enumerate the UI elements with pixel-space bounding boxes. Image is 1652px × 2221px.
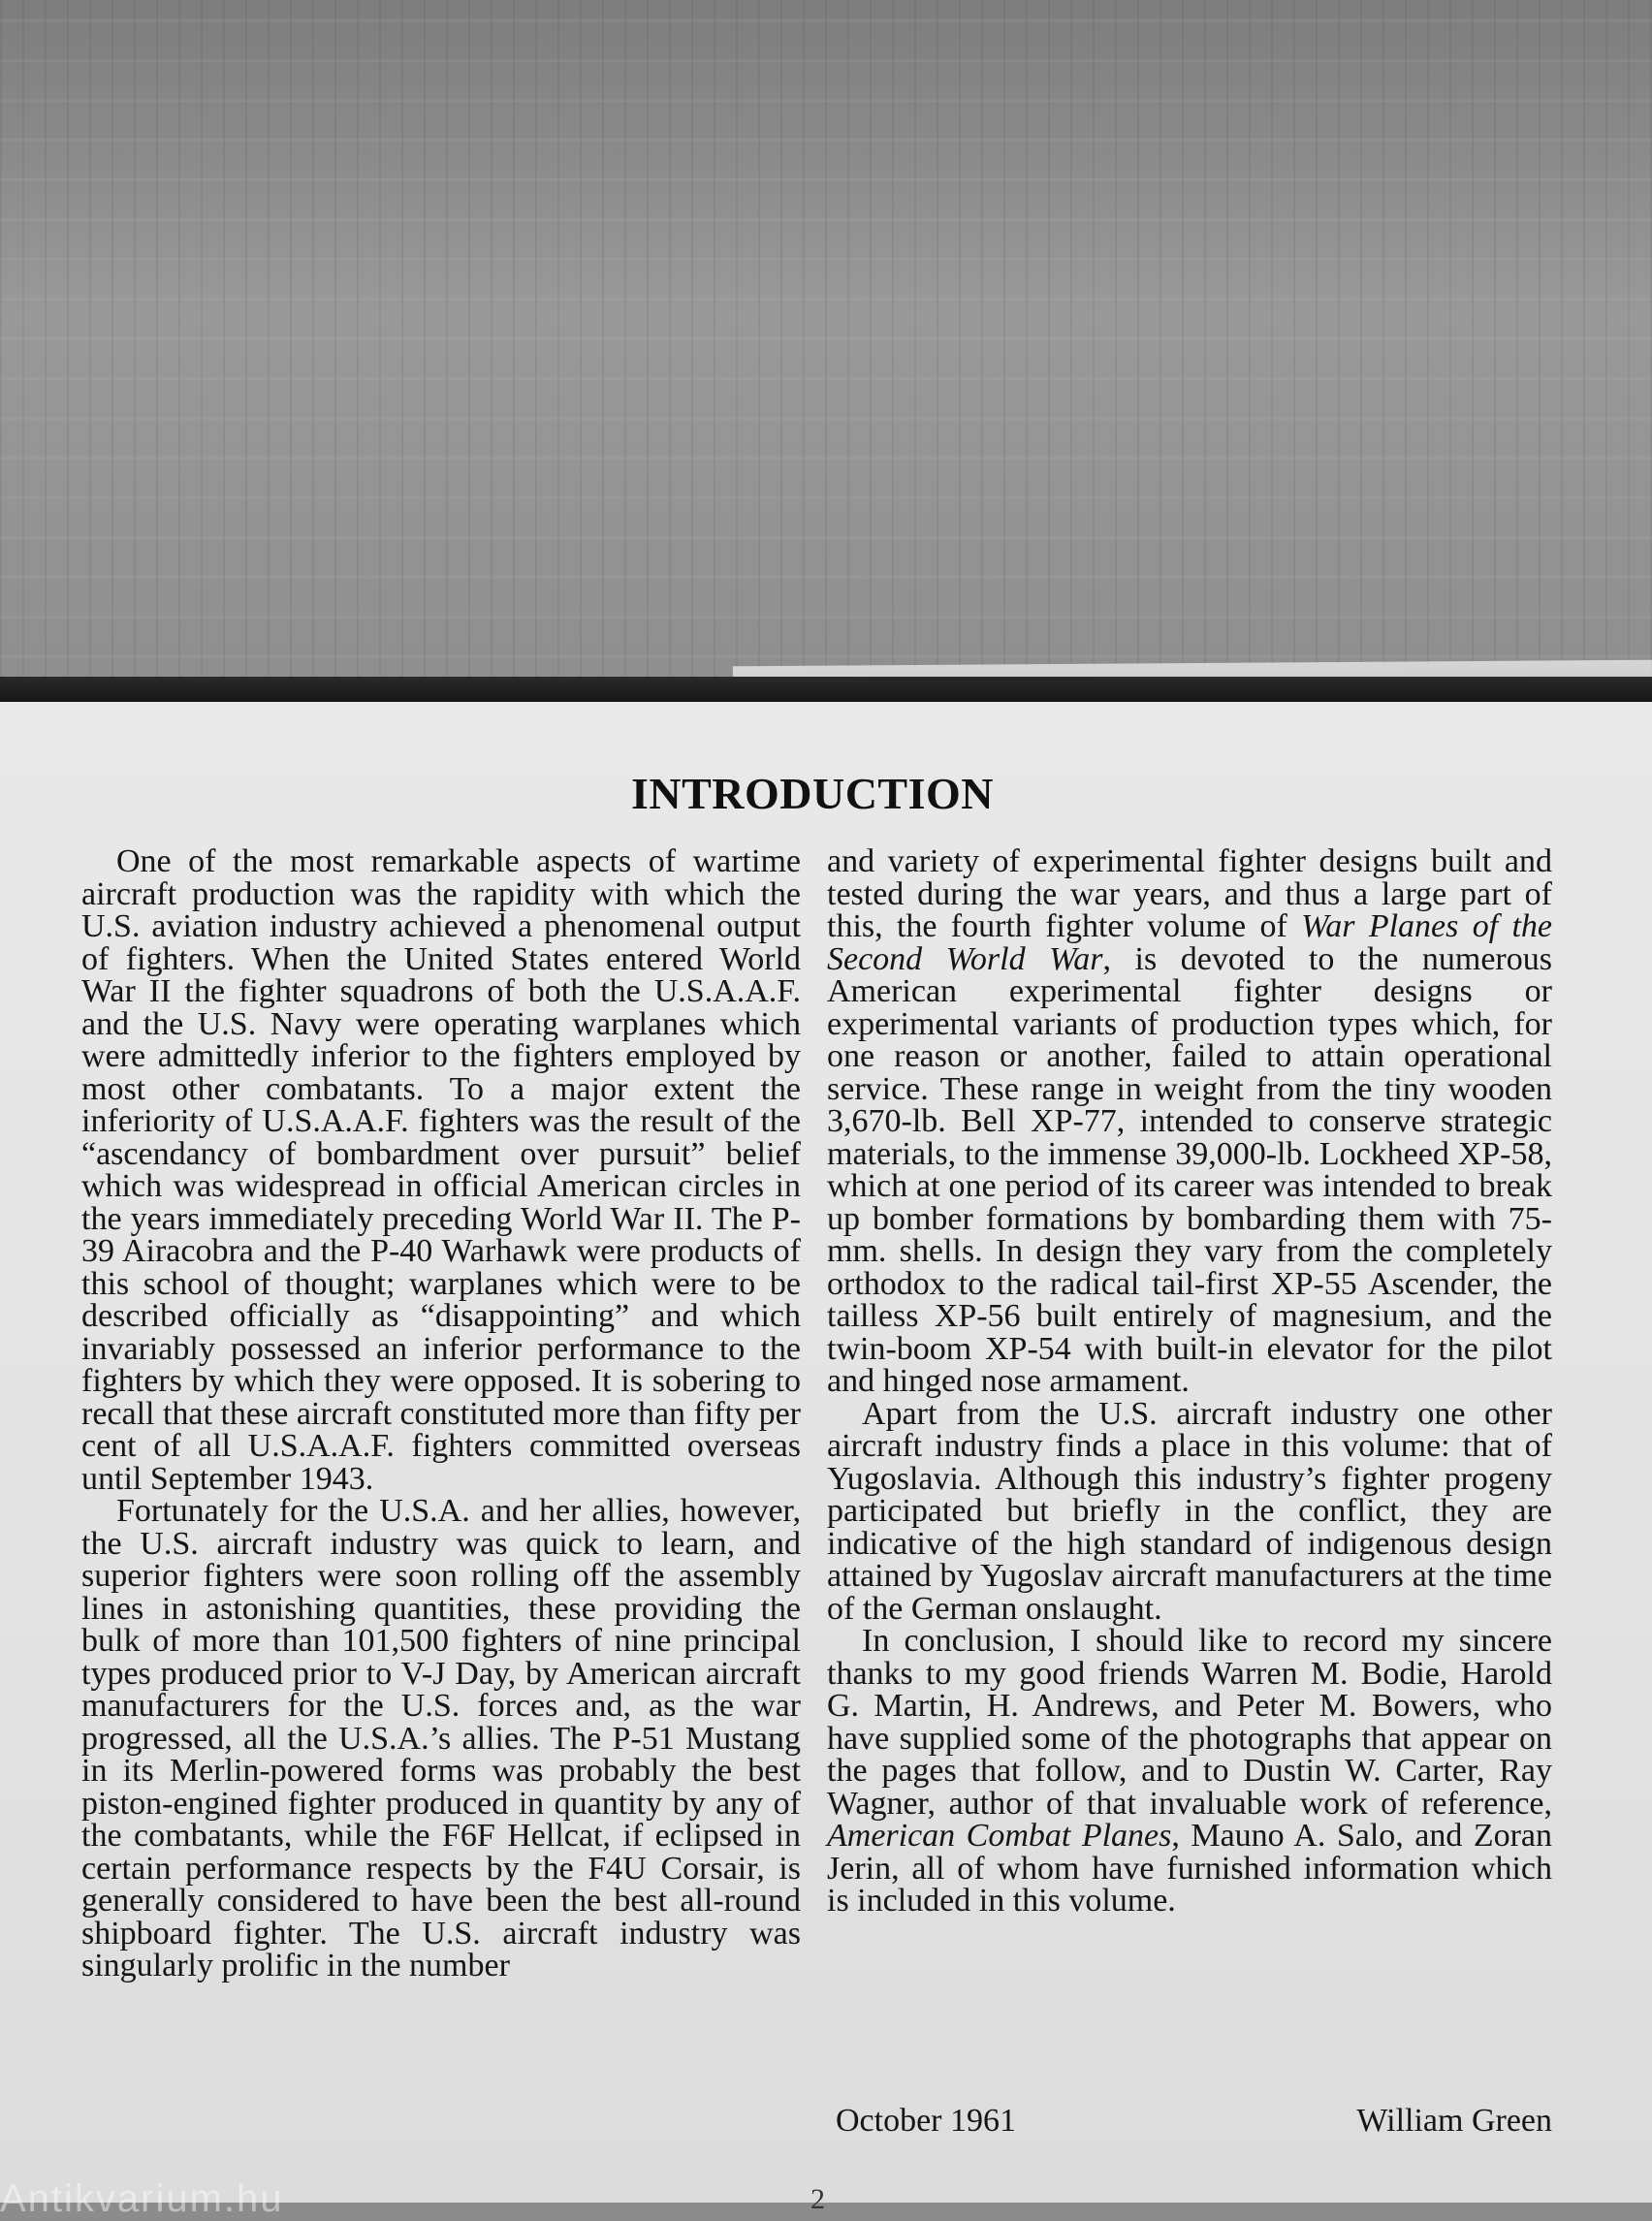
paragraph-2: Fortunately for the U.S.A. and her allies, however, the U.S. aircraft industry was quick to learn, and superior fighters were soon rolling off the assembly lines in astonishing quantities, these providing the bulk of more than 101,500 fighters of nine principal types produced prior to V-J Day, by American aircraft manufacturers for the U.S. forces and, as the war progressed, all the U.S.A.’s allies. The P-51 Mustang in its Merlin-powered forms was probably the best piston-engined fighter produced in quantity by any of the combatants, while the F6F Hellcat, if eclipsed in certain performance respects by the F4U Corsair, is generally considered to have been the best all-round shipboard fighter. The U.S. aircraft industry was singularly prolific in the number bbox=[81, 1493, 801, 1983]
page-title: INTRODUCTION bbox=[630, 769, 995, 818]
paragraph-5-text-b: , Mauno A. Salo, and Zoran Jerin, all of whom have furnished information which is included in this volume. bbox=[827, 1818, 1553, 1919]
book-title-american-combat-planes: American Combat Planes bbox=[827, 1818, 1172, 1854]
background-surface bbox=[0, 0, 1652, 698]
right-column bbox=[827, 845, 1552, 1918]
paragraph-5-text-a: In conclusion, I should like to record my sincere thanks to my good friends Warren M. Bodie, Harold G. Martin, H. Andrews, and Peter M. Bowers, who have supplied some of the photographs that appear on the pages that follow, and to Dustin W. Carter, Ray Wagner, author of that invaluable work of reference, bbox=[827, 1623, 1552, 1822]
book-page bbox=[0, 702, 1652, 2220]
paragraph-5 bbox=[827, 1625, 1552, 1918]
page-number: 2 bbox=[810, 2183, 825, 2215]
paragraph-3 bbox=[827, 845, 1552, 1398]
book-title-war-planes: War Planes of the Second World War bbox=[827, 908, 1553, 977]
watermark: Antikvarium.hu bbox=[0, 2177, 284, 2220]
left-column bbox=[81, 845, 801, 1983]
paragraph-3-text-a: and variety of experimental fighter designs built and tested during the war years, and thus a large part of this, the fourth fighter volume of bbox=[827, 843, 1552, 944]
paragraph-3-text-b: , is devoted to the numerous American experimental fighter designs or experimental variants of production types which, for one reason or another, failed to attain operational service. These range in weight from the tiny wooden 3,670-lb. Bell XP-77, intended to conserve strategic materials, to the immense 39,000-lb. Lockheed XP-58, which at one period of its career was intended to break up bomber formations by bombarding them with 75-mm. shells. In design they vary from the completely orthodox to the radical tail-first XP-55 Ascender, the tailless XP-56 built entirely of magnesium, and the twin-boom XP-54 with built-in elevator for the pilot and hinged nose armament. bbox=[827, 940, 1552, 1399]
signature-author: William Green bbox=[1356, 2103, 1552, 2139]
paragraph-4: Apart from the U.S. aircraft industry one other aircraft industry finds a place in this volume: that of Yugoslavia. Although this industry’s fighter progeny participated but briefly in the conflict, they are indicative of the high standard of indigenous design attained by Yugoslav aircraft manufacturers at the time of the German onslaught. bbox=[827, 1395, 1552, 1627]
paragraph-1: One of the most remarkable aspects of wartime aircraft production was the rapidity with which the U.S. aviation industry achieved a phenomenal output of fighters. When the United States entered World War II the fighter squadrons of both the U.S.A.A.F. and the U.S. Navy were operating warplanes which were admittedly inferior to the fighters employed by most other combatants. To a major extent the inferiority of U.S.A.A.F. fighters was the result of the “ascendancy of bombardment over pursuit” belief which was widespread in official American circles in the years immediately preceding World War II. The P-39 Airacobra and the P-40 Warhawk were products of this school of thought; warplanes which were to be described officially as “disappointing” and which invariably possessed an inferior performance to the fighters by which they were opposed. It is sobering to recall that these aircraft constituted more than fifty per cent of all U.S.A.A.F. fighters committed overseas until September 1943. bbox=[81, 843, 802, 1497]
signature-date: October 1961 bbox=[836, 2103, 1017, 2139]
